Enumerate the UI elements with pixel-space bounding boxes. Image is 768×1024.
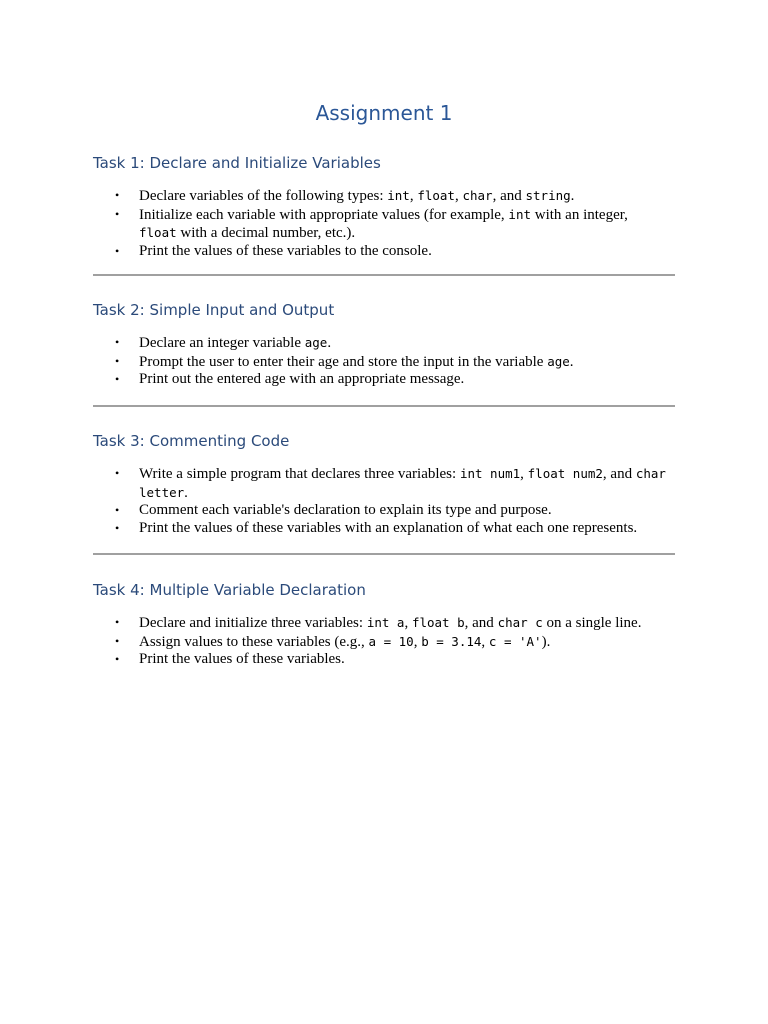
page-title: Assignment 1 [315, 101, 453, 125]
list-item [93, 243, 669, 261]
item-text: , [404, 615, 412, 631]
item-text: Print the values of these variables with an explanation of what each one represents. [139, 519, 638, 536]
list-item [93, 614, 669, 633]
list-item [93, 465, 669, 502]
task-heading-4: Task 4: Multiple Variable Declaration [93, 581, 366, 599]
code-snippet: char letter [139, 466, 666, 500]
item-text: Print the values of these variables. [139, 651, 345, 667]
item-text: , [520, 466, 528, 482]
section-divider [93, 405, 675, 407]
list-item [93, 371, 669, 389]
item-text: Comment each variable's declaration to explain its type and purpose. [139, 502, 552, 518]
item-text: , and [602, 466, 636, 482]
list-item [93, 651, 669, 669]
item-text: . [569, 353, 574, 370]
task-heading-2: Task 2: Simple Input and Output [93, 301, 335, 319]
item-text: Declare an integer variable [139, 335, 305, 351]
list-item [93, 334, 669, 353]
code-snippet: float num2 [527, 466, 603, 481]
code-snippet: char [462, 188, 493, 203]
item-text: with a decimal number, etc.). [176, 225, 356, 241]
task-list-1 [93, 187, 675, 260]
item-text: . [184, 484, 188, 501]
task-heading-1: Task 1: Declare and Initialize Variables [93, 154, 381, 172]
item-text: Initialize each variable with appropriate values (for example, [139, 206, 509, 223]
code-snippet: float [139, 225, 177, 240]
task-heading-3: Task 3: Commenting Code [93, 432, 290, 450]
bullet-icon: • [115, 188, 120, 202]
bullet-icon: • [115, 652, 120, 666]
item-text: Assign values to these variables (e.g., [139, 633, 369, 650]
code-snippet: int [508, 206, 531, 222]
code-snippet: char c [497, 615, 543, 630]
item-text: , [413, 633, 422, 650]
item-text: Prompt the user to enter their age and store the input in the variable [139, 353, 548, 370]
item-text: ). [541, 633, 551, 650]
bullet-icon: • [115, 335, 120, 349]
item-text: Print the values of these variables to the console. [139, 242, 432, 259]
bullet-icon: • [115, 372, 120, 386]
bullet-icon: • [115, 353, 120, 368]
code-snippet: a = 10 [368, 633, 414, 649]
list-item [93, 206, 669, 243]
item-text: on a single line. [542, 615, 642, 631]
item-text: Write a simple program that declares three variables: [139, 466, 460, 482]
code-snippet: string [525, 188, 571, 203]
code-snippet: float [417, 188, 455, 203]
code-snippet: age [304, 335, 328, 350]
list-item [93, 353, 669, 372]
item-text: , and [492, 188, 526, 204]
task-section-1 [93, 153, 675, 260]
list-item [93, 502, 669, 520]
list-item [93, 187, 669, 206]
task-list-2 [93, 334, 675, 389]
section-divider [93, 274, 675, 276]
item-text: Declare variables of the following types: [139, 188, 388, 204]
section-divider [93, 553, 675, 555]
item-text: , [454, 188, 463, 204]
bullet-icon: • [115, 503, 120, 517]
item-text: Print out the entered age with an appropriate message. [139, 371, 465, 387]
item-text: . [570, 188, 575, 204]
bullet-icon: • [115, 615, 120, 629]
code-snippet: int [387, 188, 410, 203]
item-text: with an integer, [531, 206, 628, 223]
code-snippet: b = 3.14 [421, 633, 482, 649]
code-snippet: age [547, 353, 570, 369]
task-section-4 [93, 580, 675, 669]
bullet-icon: • [115, 243, 120, 258]
bullet-icon: • [115, 466, 120, 480]
task-section-2 [93, 300, 675, 389]
task-section-3 [93, 431, 675, 537]
code-snippet: c = 'A' [488, 633, 542, 649]
bullet-icon: • [115, 520, 120, 535]
bullet-icon: • [115, 206, 120, 221]
item-text: Declare and initialize three variables: [139, 615, 367, 631]
task-list-4 [93, 614, 675, 669]
list-item [93, 633, 669, 652]
item-text: , [481, 633, 489, 650]
bullet-icon: • [115, 633, 120, 648]
task-list-3 [93, 465, 675, 537]
item-text: . [327, 335, 332, 351]
item-text: , and [464, 615, 498, 631]
code-snippet: int num1 [459, 466, 521, 481]
code-snippet: float b [411, 615, 465, 630]
list-item [93, 520, 669, 538]
code-snippet: int a [366, 615, 405, 630]
item-text: , [409, 188, 418, 204]
